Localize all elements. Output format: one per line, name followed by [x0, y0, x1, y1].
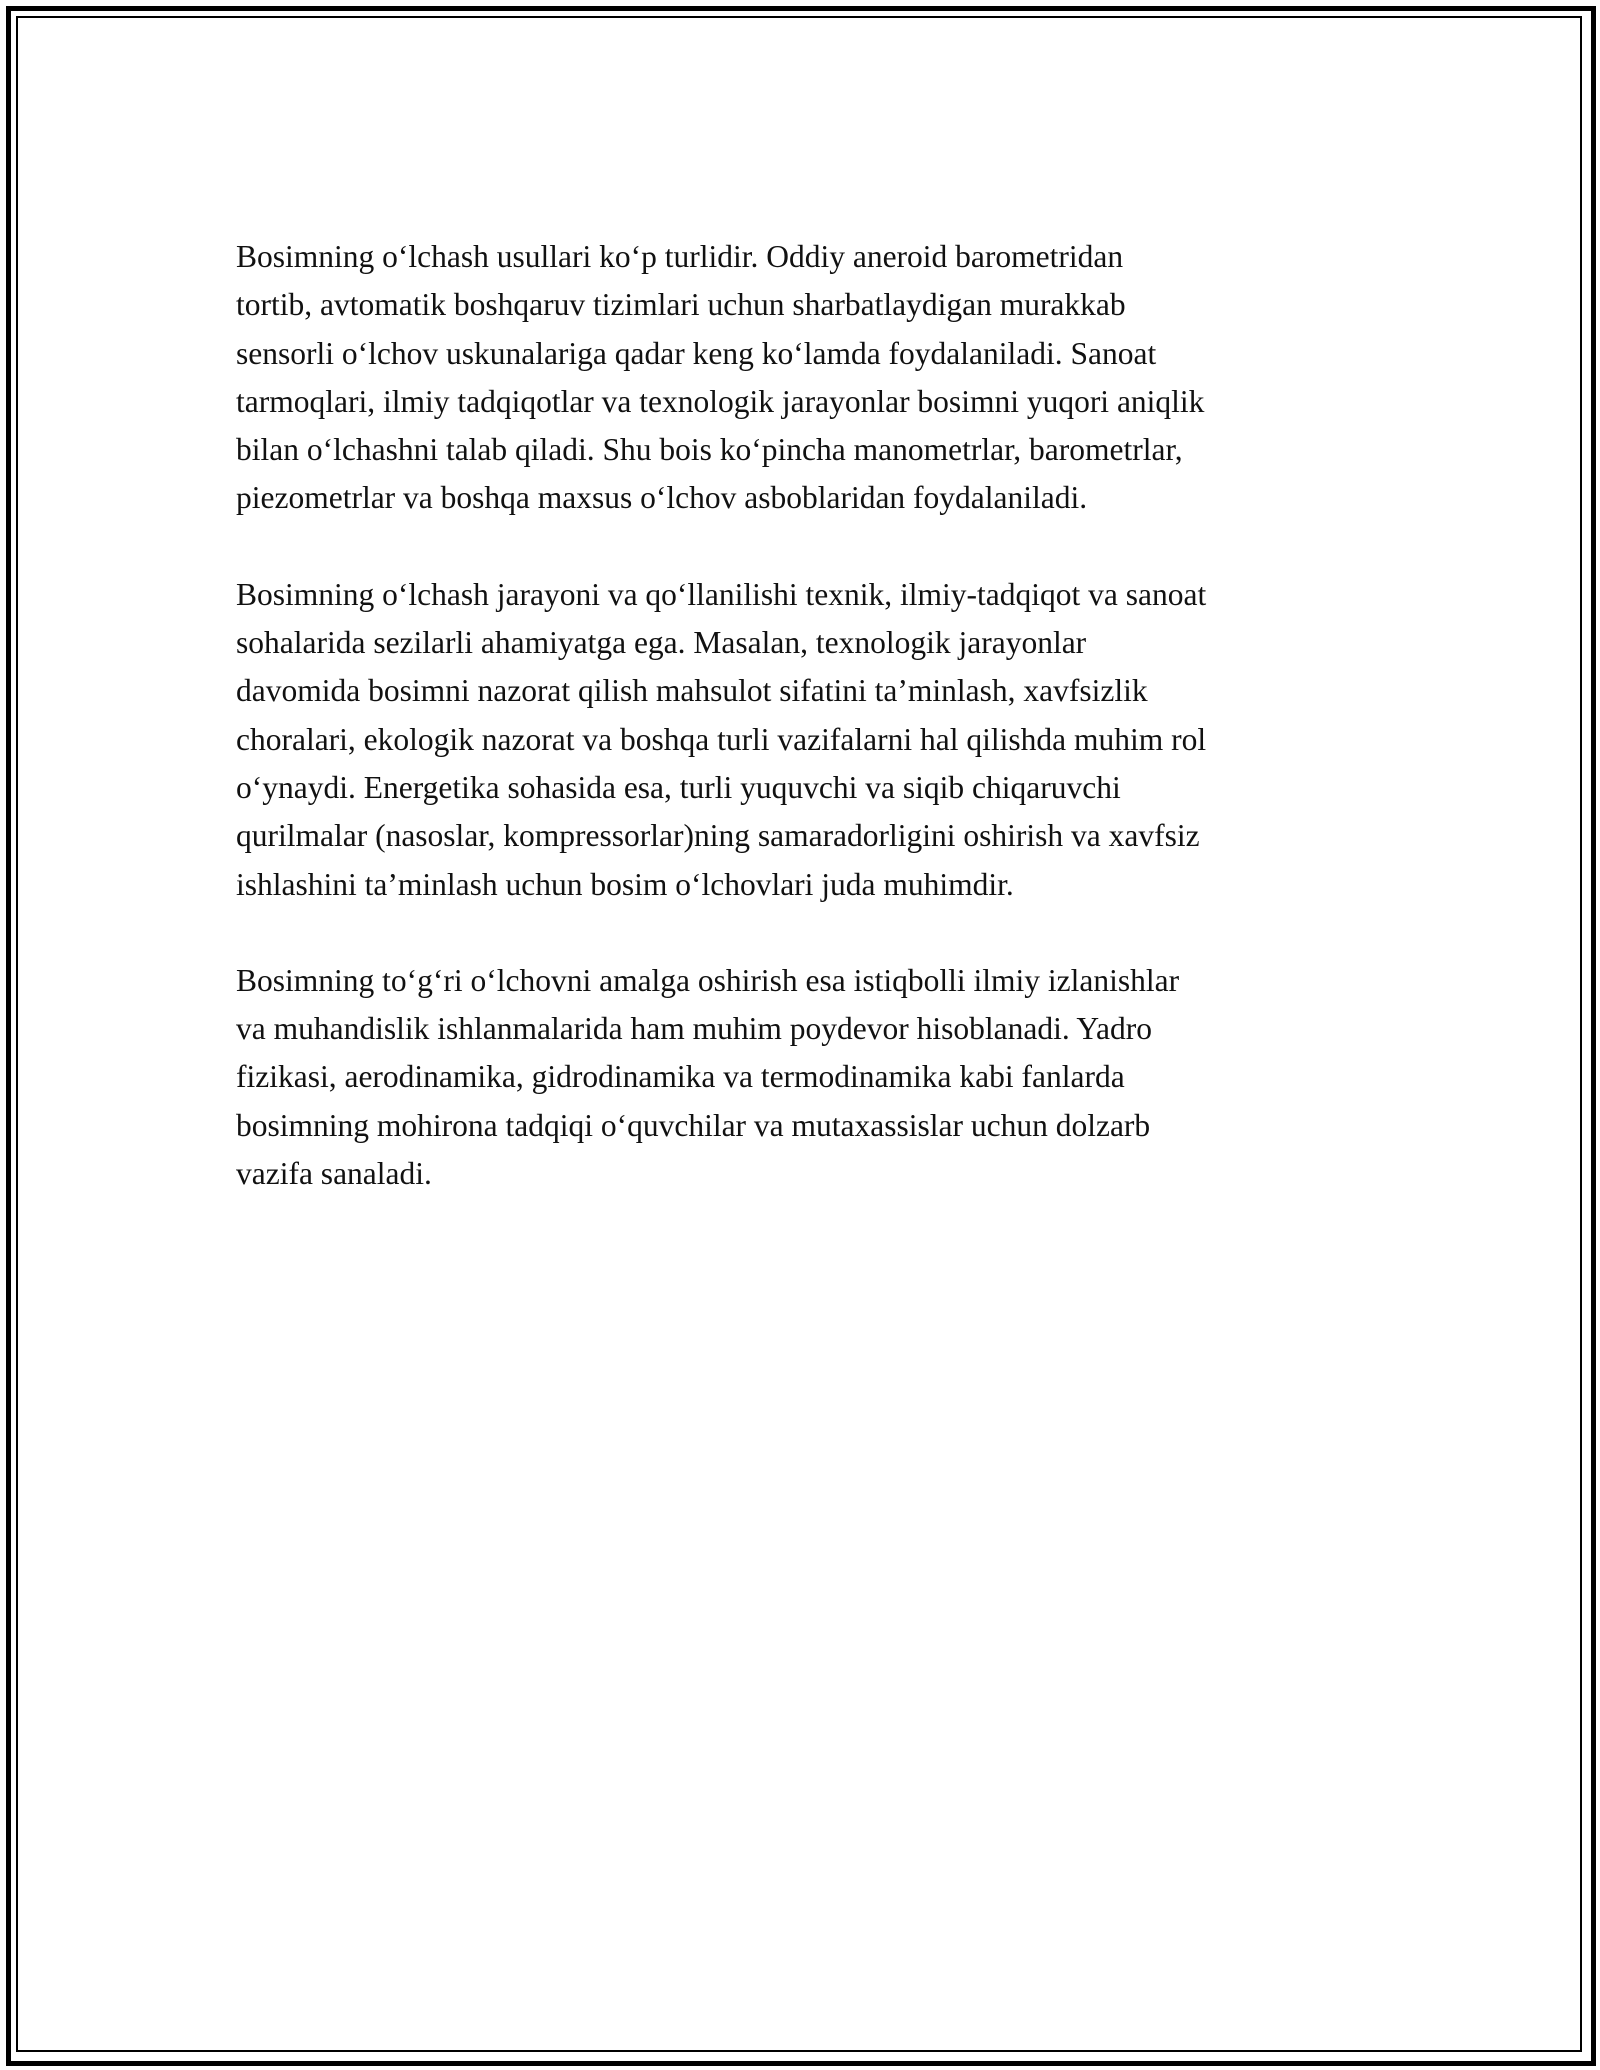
- text-line: oʻynaydi. Energetika sohasida esa, turli yuquvchi va siqib chiqaruvchi: [236, 769, 1121, 805]
- text-line: bilan oʻlchashni talab qiladi. Shu bois koʻpincha manometrlar, barometrlar,: [236, 432, 1183, 468]
- text-line: va muhandislik ishlanmalarida ham muhim poydevor hisoblanadi. Yadro: [236, 1011, 1152, 1047]
- text-line: bosimning mohirona tadqiqi oʻquvchilar va mutaxassislar uchun dolzarb: [236, 1107, 1151, 1143]
- text-line: fizikasi, aerodinamika, gidrodinamika va termodinamika kabi fanlarda: [236, 1059, 1125, 1095]
- paragraph-3: [236, 957, 1386, 1198]
- text-line: ishlashini taʼminlash uchun bosim oʻlchovlari juda muhimdir.: [236, 866, 1014, 902]
- paragraph-1: [236, 233, 1386, 523]
- text-line: choralari, ekologik nazorat va boshqa turli vazifalarni hal qilishda muhim rol: [236, 721, 1207, 757]
- text-line: sohalarida sezilarli ahamiyatga ega. Masalan, texnologik jarayonlar: [236, 625, 1087, 661]
- document-body: [236, 233, 1386, 1246]
- text-line: vazifa sanaladi.: [236, 1156, 432, 1192]
- text-line: davomida bosimni nazorat qilish mahsulot sifatini taʼminlash, xavfsizlik: [236, 673, 1148, 709]
- paragraph-2: [236, 571, 1386, 909]
- text-line: sensorli oʻlchov uskunalariga qadar keng koʻlamda foydalaniladi. Sanoat: [236, 335, 1157, 371]
- text-line: piezometrlar va boshqa maxsus oʻlchov asboblaridan foydalaniladi.: [236, 480, 1088, 516]
- text-line: Bosimning toʻgʻri oʻlchovni amalga oshirish esa istiqbolli ilmiy izlanishlar: [236, 962, 1180, 998]
- text-line: tarmoqlari, ilmiy tadqiqotlar va texnologik jarayonlar bosimni yuqori aniqlik: [236, 383, 1205, 419]
- text-line: Bosimning oʻlchash usullari koʻp turlidir. Oddiy aneroid barometridan: [236, 239, 1124, 274]
- text-line: qurilmalar (nasoslar, kompressorlar)ning samaradorligini oshirish va xavfsiz: [236, 818, 1200, 854]
- text-line: tortib, avtomatik boshqaruv tizimlari uchun sharbatlaydigan murakkab: [236, 287, 1126, 323]
- text-line: Bosimning oʻlchash jarayoni va qoʻllanilishi texnik, ilmiy-tadqiqot va sanoat: [236, 576, 1207, 612]
